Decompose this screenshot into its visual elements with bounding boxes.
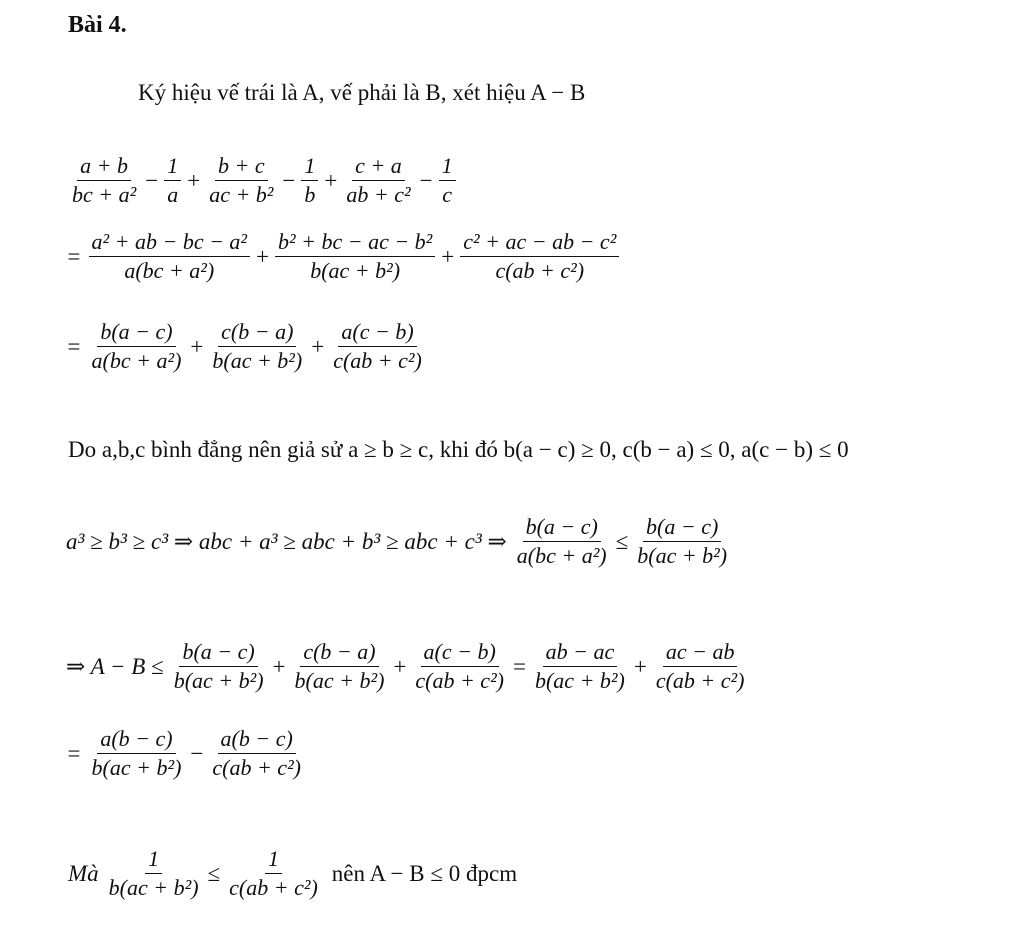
- fraction-denominator: a(bc + a²): [91, 348, 182, 373]
- fraction: [209, 725, 304, 782]
- fraction-denominator: b(ac + b²): [173, 668, 264, 693]
- fraction-numerator: b + c: [215, 152, 268, 181]
- assumption-text: Do a,b,c bình đẳng nên giả sử a ≥ b ≥ c, khi đó b(a − c) ≥ 0, c(b − a) ≤ 0, a(c − b) ≤ 0: [68, 437, 849, 462]
- equation-line-5: [66, 513, 733, 570]
- fraction-numerator: a(b − c): [218, 725, 296, 754]
- fraction-numerator: c² + ac − ab − c²: [460, 228, 619, 257]
- fraction-numerator: b(a − c): [179, 638, 257, 667]
- equation-line-2: [66, 228, 622, 285]
- operator: +: [324, 167, 338, 193]
- fraction-denominator: bc + a²: [72, 182, 137, 207]
- fraction-denominator: a(bc + a²): [516, 543, 607, 568]
- fraction-numerator: a + b: [77, 152, 131, 181]
- fraction: [514, 513, 610, 570]
- fraction-denominator: c(ab + c²): [495, 258, 585, 283]
- fraction: [343, 152, 413, 209]
- fraction-denominator: b(ac + b²): [637, 543, 728, 568]
- fraction: [275, 228, 435, 285]
- operator: ≤: [615, 528, 629, 554]
- operator: −: [419, 167, 433, 193]
- fraction-denominator: a: [167, 182, 179, 207]
- equation-line-8: [68, 845, 517, 902]
- equation-tail: nên A − B ≤ 0 đpcm: [331, 860, 518, 886]
- fraction-numerator: a² + ab − bc − a²: [89, 228, 251, 257]
- fraction: [532, 638, 628, 695]
- fraction: [439, 152, 456, 209]
- fraction-numerator: b(a − c): [97, 318, 175, 347]
- equation-line-7: [66, 725, 307, 782]
- fraction-denominator: c(ab + c²): [333, 348, 422, 373]
- operator: ≤: [207, 860, 221, 886]
- fraction: [106, 845, 202, 902]
- intro-text: Ký hiệu vế trái là A, vế phải là B, xét hiệu A − B: [138, 80, 586, 105]
- fraction: [89, 725, 185, 782]
- equation-lead: ⇒ A − B ≤: [66, 653, 164, 679]
- equation-lead: =: [66, 333, 82, 359]
- equation-lead: =: [66, 740, 82, 766]
- fraction-numerator: c(b − a): [300, 638, 378, 667]
- fraction: [226, 845, 321, 902]
- operator: =: [513, 653, 526, 679]
- operator: −: [282, 167, 296, 193]
- fraction-numerator: b(a − c): [523, 513, 601, 542]
- operator: +: [633, 653, 647, 679]
- fraction: [171, 638, 267, 695]
- fraction: [164, 152, 181, 209]
- fraction-denominator: b(ac + b²): [294, 668, 385, 693]
- fraction-numerator: 1: [439, 152, 456, 181]
- fraction-denominator: c(ab + c²): [212, 755, 301, 780]
- fraction: [209, 318, 305, 375]
- equation-lead: a³ ≥ b³ ≥ c³ ⇒ abc + a³ ≥ abc + b³ ≥ abc + c³ ⇒: [66, 528, 507, 554]
- fraction: [89, 318, 185, 375]
- fraction-denominator: b(ac + b²): [212, 348, 303, 373]
- fraction: [301, 152, 318, 209]
- fraction-denominator: ab + c²: [346, 182, 411, 207]
- fraction-denominator: b(ac + b²): [534, 668, 625, 693]
- operator: +: [272, 653, 286, 679]
- operator: −: [145, 167, 159, 193]
- fraction-denominator: a(bc + a²): [124, 258, 215, 283]
- fraction-numerator: a(b − c): [97, 725, 175, 754]
- fraction-numerator: 1: [301, 152, 318, 181]
- equation-lead: =: [66, 243, 82, 269]
- fraction-denominator: c: [442, 182, 452, 207]
- fraction-numerator: ac − ab: [663, 638, 738, 667]
- operator: +: [393, 653, 407, 679]
- equation-line-1: [66, 152, 459, 209]
- fraction-numerator: b² + bc − ac − b²: [275, 228, 435, 257]
- fraction-denominator: c(ab + c²): [415, 668, 504, 693]
- fraction: [292, 638, 388, 695]
- fraction: [653, 638, 748, 695]
- fraction-numerator: c + a: [352, 152, 405, 181]
- fraction-numerator: a(c − b): [338, 318, 416, 347]
- fraction-numerator: c(b − a): [218, 318, 296, 347]
- fraction: [412, 638, 507, 695]
- fraction: [69, 152, 139, 209]
- fraction-denominator: b(ac + b²): [310, 258, 401, 283]
- fraction-denominator: c(ab + c²): [229, 875, 318, 900]
- fraction-denominator: b: [304, 182, 316, 207]
- equation-line-6: [66, 638, 750, 695]
- operator: +: [311, 333, 325, 359]
- equation-line-3: [66, 318, 428, 375]
- operator: +: [190, 333, 204, 359]
- operator: +: [441, 243, 455, 269]
- fraction-numerator: b(a − c): [643, 513, 721, 542]
- fraction-numerator: ab − ac: [543, 638, 618, 667]
- fraction-numerator: 1: [145, 845, 162, 874]
- fraction-denominator: c(ab + c²): [655, 668, 745, 693]
- fraction: [206, 152, 276, 209]
- fraction-denominator: ac + b²: [209, 182, 274, 207]
- fraction: [89, 228, 251, 285]
- equation-lead: Mà: [68, 860, 99, 886]
- fraction-numerator: 1: [265, 845, 282, 874]
- exercise-title: Bài 4.: [68, 12, 127, 38]
- fraction-numerator: 1: [164, 152, 181, 181]
- fraction-numerator: a(c − b): [421, 638, 499, 667]
- operator: −: [190, 740, 204, 766]
- fraction-denominator: b(ac + b²): [91, 755, 182, 780]
- fraction-denominator: b(ac + b²): [108, 875, 199, 900]
- operator: +: [187, 167, 201, 193]
- operator: +: [256, 243, 270, 269]
- fraction: [460, 228, 619, 285]
- fraction: [634, 513, 730, 570]
- fraction: [330, 318, 425, 375]
